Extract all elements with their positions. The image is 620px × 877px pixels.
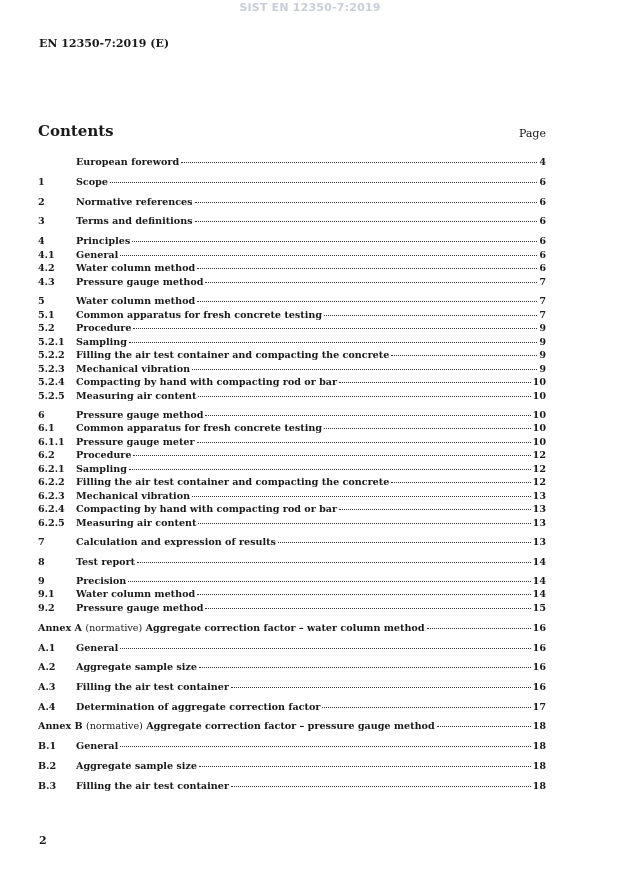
toc-entry[interactable] [38, 576, 546, 588]
toc-entry-title: Mechanical vibration [76, 364, 191, 375]
toc-entry-title: Test report [76, 557, 136, 568]
toc-entry-title: Aggregate sample size [76, 662, 197, 673]
dot-leader [133, 328, 537, 329]
toc-entry-number: 5 [38, 296, 45, 307]
toc-entry-page: 18 [532, 721, 546, 732]
toc-entry-number: 6.2.2 [38, 477, 65, 488]
toc-entry-title: General [76, 250, 119, 261]
toc-entry-title: Filling the air test container and compacting the concrete [76, 477, 390, 488]
toc-entry-title: Principles [76, 236, 131, 247]
toc-entry-number: 2 [38, 197, 45, 208]
dot-leader [129, 342, 537, 343]
dot-leader [197, 301, 537, 302]
toc-entry-number: 6.1 [38, 423, 55, 434]
dot-leader [198, 523, 530, 524]
toc-entry-number: 6 [38, 410, 45, 421]
toc-entry-number: 1 [38, 177, 45, 188]
toc-entry-number: A.3 [38, 682, 56, 693]
toc-entry[interactable] [38, 236, 546, 248]
toc-entry-number: 6.2.5 [38, 518, 65, 529]
toc-entry-page: 9 [539, 350, 546, 361]
toc-entry[interactable] [38, 450, 546, 462]
toc-entry[interactable] [38, 364, 546, 376]
toc-entry-title: Procedure [76, 323, 132, 334]
dot-leader [231, 687, 531, 688]
toc-entry[interactable] [38, 263, 546, 275]
dot-leader [199, 667, 531, 668]
dot-leader [339, 509, 531, 510]
toc-entry-title: General [76, 741, 119, 752]
toc-entry-number: B.1 [38, 741, 57, 752]
toc-entry[interactable] [38, 410, 546, 422]
toc-entry-number: 5.1 [38, 310, 55, 321]
toc-entry[interactable] [38, 761, 546, 773]
toc-entry-page: 18 [532, 781, 546, 792]
toc-entry-number: 5.2.3 [38, 364, 65, 375]
toc-entry-number: 5.2.1 [38, 337, 65, 348]
toc-entry-title: Water column method [76, 589, 196, 600]
dot-leader [195, 202, 538, 203]
dot-leader [132, 241, 537, 242]
toc-entry-page: 7 [539, 277, 546, 288]
dot-leader [391, 482, 530, 483]
toc-entry-number: 6.2 [38, 450, 55, 461]
toc-entry-page: 6 [539, 197, 546, 208]
toc-entry[interactable] [38, 702, 546, 714]
toc-entry-page: 9 [539, 323, 546, 334]
dot-leader [197, 594, 530, 595]
toc-entry-page: 7 [539, 310, 546, 321]
dot-leader [205, 415, 530, 416]
toc-entry-number: A.4 [38, 702, 56, 713]
toc-entry-page: 16 [532, 682, 546, 693]
dot-leader [199, 766, 531, 767]
toc-entry-page: 10 [532, 437, 546, 448]
dot-leader [195, 221, 538, 222]
dot-leader [181, 162, 537, 163]
toc-entry[interactable] [38, 504, 546, 516]
toc-entry-title: Water column method [76, 296, 196, 307]
toc-entry-page: 14 [532, 576, 546, 587]
toc-entry-title: Measuring air content [76, 518, 197, 529]
toc-entry[interactable] [38, 721, 546, 733]
dot-leader [120, 648, 530, 649]
toc-entry-page: 6 [539, 177, 546, 188]
toc-entry-page: 10 [532, 410, 546, 421]
toc-entry[interactable] [38, 310, 546, 322]
toc-entry[interactable] [38, 177, 546, 189]
dot-leader [137, 562, 531, 563]
toc-entry-page: 6 [539, 236, 546, 247]
dot-leader [120, 255, 537, 256]
toc-entry-number: 4.3 [38, 277, 55, 288]
dot-leader [110, 182, 537, 183]
toc-entry-page: 15 [532, 603, 546, 614]
toc-entry[interactable] [38, 781, 546, 793]
toc-entry[interactable] [38, 391, 546, 403]
toc-entry-title: Calculation and expression of results [76, 537, 276, 548]
toc-entry[interactable] [38, 741, 546, 753]
dot-leader [198, 396, 530, 397]
toc-entry-page: 10 [532, 391, 546, 402]
annex-normative-note: (normative) [86, 721, 143, 732]
toc-entry[interactable] [38, 518, 546, 530]
toc-entry-page: 4 [539, 157, 546, 168]
toc-entry-page: 14 [532, 557, 546, 568]
toc-entry[interactable] [38, 623, 546, 635]
toc-entry-title: Filling the air test container and compacting the concrete [76, 350, 390, 361]
toc-entry-title: Measuring air content [76, 391, 197, 402]
toc-entry-title: Aggregate sample size [76, 761, 197, 772]
toc-entry-title: Compacting by hand with compacting rod or bar [76, 504, 338, 515]
annex-normative-note: (normative) [85, 623, 143, 634]
toc-entry[interactable] [38, 557, 546, 569]
dot-leader [231, 786, 531, 787]
toc-entry-title: Determination of aggregate correction factor [76, 702, 321, 713]
toc-entry-page: 12 [532, 450, 546, 461]
toc-entry-title: Common apparatus for fresh concrete testing [76, 423, 323, 434]
toc-entry[interactable] [38, 477, 546, 489]
toc-entry-page: 13 [532, 491, 546, 502]
toc-entry-title: Pressure gauge method [76, 603, 204, 614]
toc-entry-page: 13 [532, 537, 546, 548]
dot-leader [197, 442, 531, 443]
toc-entry-page: 16 [532, 662, 546, 673]
toc-entry[interactable] [38, 323, 546, 335]
toc-entry-title: Pressure gauge method [76, 410, 204, 421]
watermark: SIST EN 12350-7:2019 [239, 1, 381, 14]
toc-entry[interactable] [38, 250, 546, 262]
dot-leader [120, 746, 530, 747]
toc-entry-title: Filling the air test container [76, 682, 229, 693]
toc-entry-page: 6 [539, 263, 546, 274]
toc-entry-page: 7 [539, 296, 546, 307]
toc-entry-number: B.2 [38, 761, 57, 772]
dot-leader [133, 455, 530, 456]
toc-entry-title: Sampling [76, 464, 127, 475]
toc-entry-number: A.2 [38, 662, 56, 673]
toc-entry-number: 4 [38, 236, 45, 247]
toc-entry[interactable] [38, 537, 546, 549]
toc-entry[interactable] [38, 216, 546, 228]
toc-entry-page: 9 [539, 337, 546, 348]
toc-entry-title: Procedure [76, 450, 132, 461]
dot-leader [205, 282, 537, 283]
toc-entry-title: Common apparatus for fresh concrete testing [76, 310, 323, 321]
toc-entry-page: 16 [532, 643, 546, 654]
toc-entry[interactable] [38, 296, 546, 308]
toc-entry[interactable] [38, 157, 546, 169]
toc-entry-page: 12 [532, 477, 546, 488]
dot-leader [197, 268, 537, 269]
toc-entry-number: 8 [38, 557, 45, 568]
toc-entry-page: 10 [532, 423, 546, 434]
toc-entry-number: A.1 [38, 643, 56, 654]
toc-entry-page: 10 [532, 377, 546, 388]
toc-entry-page: 18 [532, 761, 546, 772]
toc-entry-title: Annex B (normative) Aggregate correction factor – pressure gauge method [38, 721, 435, 732]
toc-entry-number: 9.2 [38, 603, 55, 614]
toc-entry-number: 4.1 [38, 250, 55, 261]
standard-id: EN 12350-7:2019 (E) [39, 37, 170, 50]
toc-entry-page: 17 [532, 702, 546, 713]
dot-leader [129, 469, 531, 470]
toc-entry[interactable] [38, 662, 546, 674]
toc-entry-title: Precision [76, 576, 127, 587]
toc-entry[interactable] [38, 377, 546, 389]
toc-entry[interactable] [38, 423, 546, 435]
page-column-label: Page [518, 127, 546, 140]
toc-entry-number: 6.2.1 [38, 464, 65, 475]
toc-entry[interactable] [38, 682, 546, 694]
toc-entry-number: 5.2 [38, 323, 55, 334]
toc-entry[interactable] [38, 197, 546, 209]
toc-entry-number: 6.1.1 [38, 437, 65, 448]
toc-entry-page: 16 [532, 623, 546, 634]
dot-leader [437, 726, 531, 727]
toc-entry-page: 13 [532, 504, 546, 515]
toc-entry-number: 7 [38, 537, 45, 548]
dot-leader [427, 628, 531, 629]
toc-entry-title: Annex A (normative) Aggregate correction factor – water column method [38, 623, 425, 634]
dot-leader [205, 608, 530, 609]
toc-entry-title: Compacting by hand with compacting rod or bar [76, 377, 338, 388]
toc-entry[interactable] [38, 491, 546, 503]
toc-entry[interactable] [38, 277, 546, 289]
toc-entry-title: Filling the air test container [76, 781, 229, 792]
toc-entry[interactable] [38, 437, 546, 449]
toc-entry[interactable] [38, 464, 546, 476]
dot-leader [278, 542, 531, 543]
toc-entry-page: 13 [532, 518, 546, 529]
toc-entry-title: Pressure gauge method [76, 277, 204, 288]
toc-entry-title: Terms and definitions [76, 216, 193, 227]
toc-entry-page: 6 [539, 250, 546, 261]
toc-entry-title: Scope [76, 177, 108, 188]
dot-leader [324, 428, 531, 429]
toc-entry-title: European foreword [76, 157, 180, 168]
toc-entry-number: 4.2 [38, 263, 55, 274]
dot-leader [322, 707, 530, 708]
toc-entry-page: 18 [532, 741, 546, 752]
toc-entry-page: 6 [539, 216, 546, 227]
toc-entry[interactable] [38, 350, 546, 362]
toc-entry-number: 5.2.2 [38, 350, 65, 361]
toc-entry-number: 6.2.4 [38, 504, 65, 515]
contents-title: Contents [38, 122, 114, 140]
dot-leader [339, 382, 531, 383]
toc-entry[interactable] [38, 337, 546, 349]
toc-entry-page: 12 [532, 464, 546, 475]
dot-leader [192, 496, 531, 497]
toc-entry[interactable] [38, 589, 546, 601]
toc-entry-number: 5.2.5 [38, 391, 65, 402]
toc-entry-title: Sampling [76, 337, 127, 348]
toc-entry-number: 6.2.3 [38, 491, 65, 502]
toc-entry[interactable] [38, 603, 546, 615]
toc-entry-title: General [76, 643, 119, 654]
toc-entry-title: Pressure gauge meter [76, 437, 195, 448]
page-number: 2 [39, 834, 47, 847]
toc-entry-title: Water column method [76, 263, 196, 274]
dot-leader [324, 315, 537, 316]
toc-entry-number: 3 [38, 216, 45, 227]
toc-entry-page: 14 [532, 589, 546, 600]
dot-leader [192, 369, 537, 370]
toc-entry[interactable] [38, 643, 546, 655]
dot-leader [391, 355, 537, 356]
toc-entry-number: 5.2.4 [38, 377, 65, 388]
dot-leader [128, 581, 530, 582]
toc-entry-title: Mechanical vibration [76, 491, 191, 502]
toc-entry-number: 9 [38, 576, 45, 587]
toc-entry-number: B.3 [38, 781, 57, 792]
toc-entry-page: 9 [539, 364, 546, 375]
toc-entry-number: 9.1 [38, 589, 55, 600]
toc-entry-title: Normative references [76, 197, 193, 208]
